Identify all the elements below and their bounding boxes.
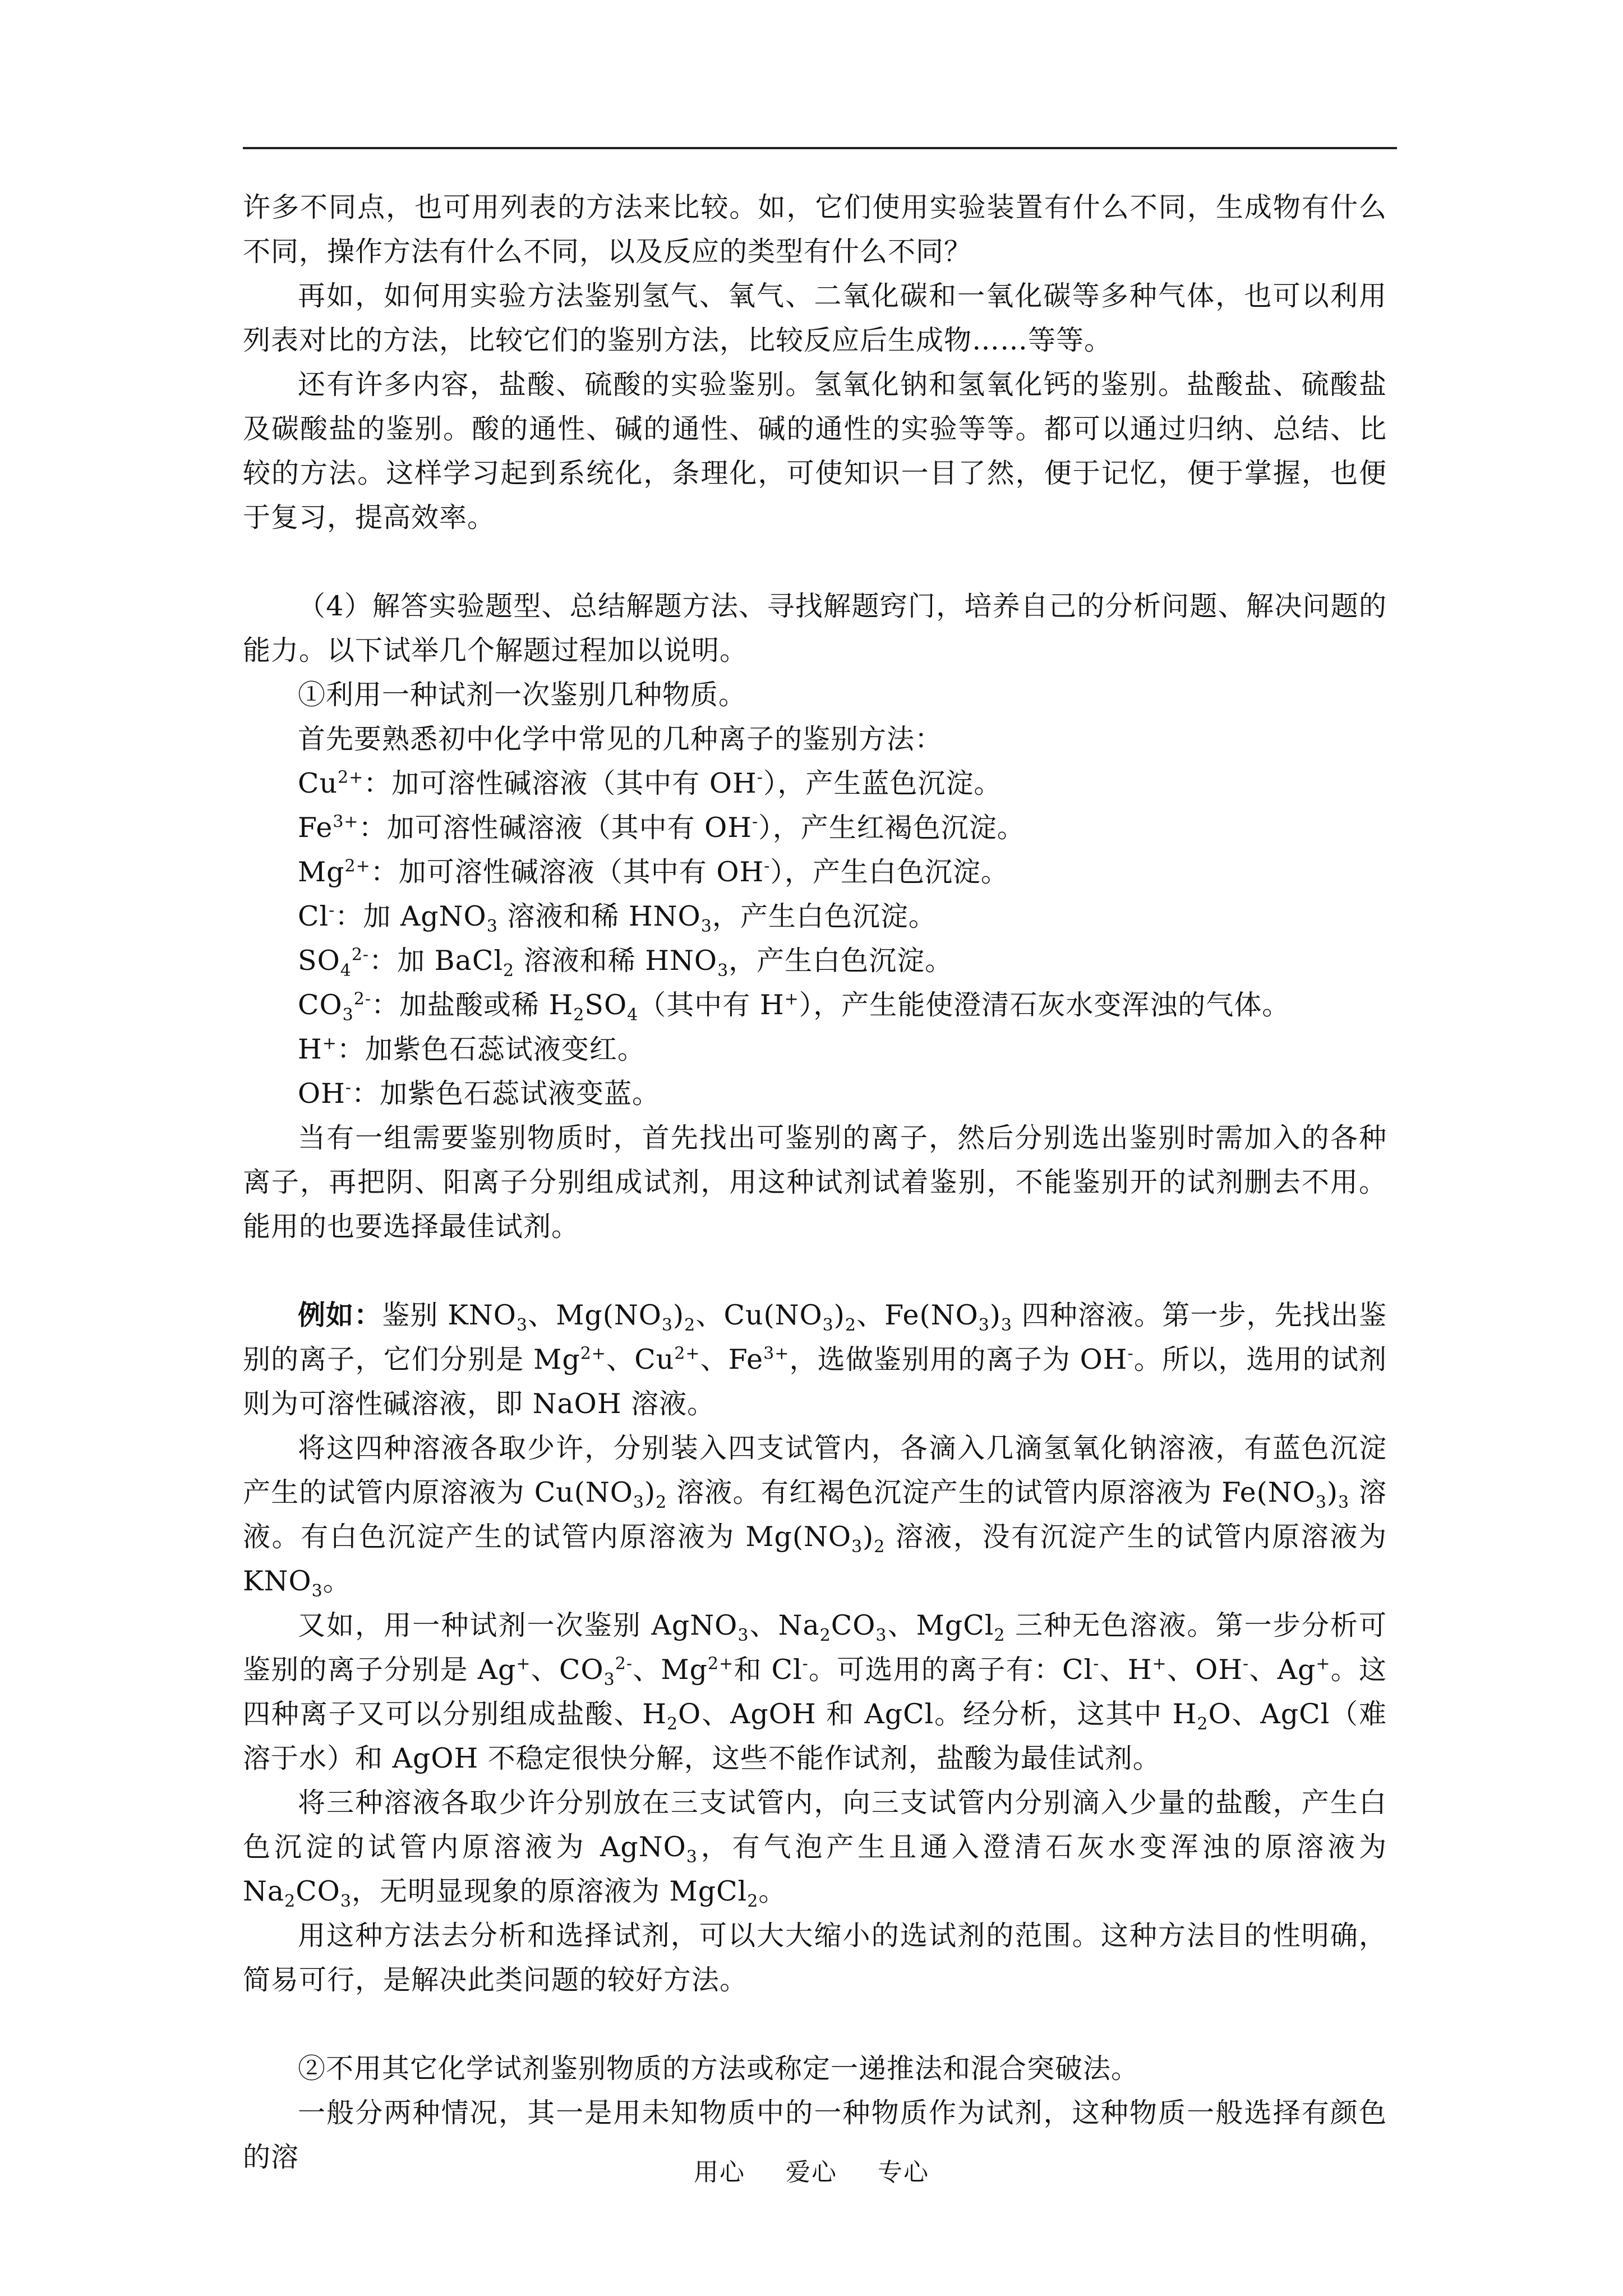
- footer-text-3: 专心: [878, 2158, 929, 2187]
- paragraph-9: 将这四种溶液各取少许，分别装入四支试管内，各滴入几滴氢氧化钠溶液，有蓝色沉淀产生的试管内原溶液为 $Cu(NO_3)_2$ 溶液。有红褐色沉淀产生的试管内原溶液为 $Fe(NO_3)_3$ 溶液。有白色沉淀产生的试管内原溶液为 $Mg(NO_3)_2$ 溶液，没有沉淀产生的试管内原溶液为 $KNO_3$。: [243, 1432, 1387, 1601]
- paragraph-7: 当有一组需要鉴别物质时，首先找出可鉴别的离子，然后分别选出鉴别时需加入的各种离子，再把阴、阳离子分别组成试剂，用这种试剂试着鉴别，不能鉴别开的试剂删去不用。能用的也要选择最佳试剂。: [243, 1122, 1387, 1243]
- header-rule: [243, 147, 1397, 149]
- ion-cl: Cl-：加 AgNO$_3$ 溶液和稀 $HNO_3$，产生白色沉淀。: [298, 900, 937, 936]
- example-label: 例如：: [298, 1299, 382, 1331]
- page-footer: [0, 2152, 1623, 2188]
- paragraph-12: 用这种方法去分析和选择试剂，可以大大缩小的选试剂的范围。这种方法目的性明确，简易可行，是解决此类问题的较好方法。: [243, 1920, 1387, 1996]
- paragraph-6: 首先要熟悉初中化学中常见的几种离子的鉴别方法：: [298, 723, 943, 755]
- ion-so4: $SO_4^{2-}$：加 BaCl$_2$ 溶液和稀 $HNO_3$，产生白色沉淀。: [298, 945, 953, 981]
- document-body: [243, 185, 1387, 2179]
- ion-fe: $Fe^{3+}$：加可溶性碱溶液（其中有 OH-），产生红褐色沉淀。: [298, 812, 1025, 844]
- ion-oh: OH-：加紫色石蕊试液变蓝。: [298, 1078, 661, 1110]
- paragraph-14: 一般分两种情况，其一是用未知物质中的一种物质作为试剂，这种物质一般选择有颜色的溶: [243, 2097, 1387, 2173]
- paragraph-10: 又如，用一种试剂一次鉴别 AgNO$_3$、$Na_2CO_3$、MgCl$_2$ 三种无色溶液。第一步分析可鉴别的离子分别是 Ag+、$CO_3^{2-}$、$Mg^{2+}$和 Cl-。可选用的离子有：Cl-、H+、OH-、Ag+。这四种离子又可以分别组成盐酸、$H_2O$、AgOH 和 AgCl。经分析，这其中 $H_2O$、AgCl（难溶于水）和 AgOH 不稳定很快分解，这些不能作试剂，盐酸为最佳试剂。: [243, 1609, 1387, 1774]
- paragraph-5: ①利用一种试剂一次鉴别几种物质。: [298, 679, 747, 711]
- paragraph-13: ②不用其它化学试剂鉴别物质的方法或称定一递推法和混合突破法。: [298, 2053, 1140, 2085]
- ion-h: H+：加紫色石蕊试液变红。: [298, 1033, 645, 1065]
- ion-mg: $Mg^{2+}$：加可溶性碱溶液（其中有 OH-），产生白色沉淀。: [298, 856, 1009, 888]
- ion-co3: $CO_3^{2-}$：加盐酸或稀 $H_2SO_4$（其中有 H+），产生能使澄清石灰水变浑浊的气体。: [298, 989, 1290, 1025]
- footer-text-1: 用心: [694, 2158, 745, 2187]
- footer-text-2: 爱心: [786, 2158, 837, 2187]
- paragraph-example-1: 例如：鉴别 $KNO_3$、$Mg(NO_3)_2$、$Cu(NO_3)_2$、$Fe(NO_3)_3$ 四种溶液。第一步，先找出鉴别的离子，它们分别是 $Mg^{2+}$、$Cu^{2+}$、$Fe^{3+}$，选做鉴别用的离子为 OH-。所以，选用的试剂则为可溶性碱溶液，即 NaOH 溶液。: [243, 1299, 1387, 1420]
- paragraph-1: 许多不同点，也可用列表的方法来比较。如，它们使用实验装置有什么不同，生成物有什么不同，操作方法有什么不同，以及反应的类型有什么不同？: [243, 191, 1387, 268]
- paragraph-3: 还有许多内容，盐酸、硫酸的实验鉴别。氢氧化钠和氢氧化钙的鉴别。盐酸盐、硫酸盐及碳酸盐的鉴别。酸的通性、碱的通性、碱的通性的实验等等。都可以通过归纳、总结、比较的方法。这样学习起到系统化，条理化，可使知识一目了然，便于记忆，便于掌握，也便于复习，提高效率。: [243, 369, 1387, 533]
- paragraph-11: 将三种溶液各取少许分别放在三支试管内，向三支试管内分别滴入少量的盐酸，产生白色沉淀的试管内原溶液为 AgNO$_3$，有气泡产生且通入澄清石灰水变浑浊的原溶液为 $Na_2CO_3$，无明显现象的原溶液为 MgCl$_2$。: [243, 1787, 1387, 1911]
- ion-cu: $Cu^{2+}$：加可溶性碱溶液（其中有 OH-），产生蓝色沉淀。: [298, 767, 1002, 799]
- paragraph-4: （4）解答实验题型、总结解题方法、寻找解题窍门，培养自己的分析问题、解决问题的能力。以下试举几个解题过程加以说明。: [243, 590, 1387, 666]
- paragraph-2: 再如，如何用实验方法鉴别氢气、氧气、二氧化碳和一氧化碳等多种气体，也可以利用列表对比的方法，比较它们的鉴别方法，比较反应后生成物……等等。: [243, 280, 1387, 356]
